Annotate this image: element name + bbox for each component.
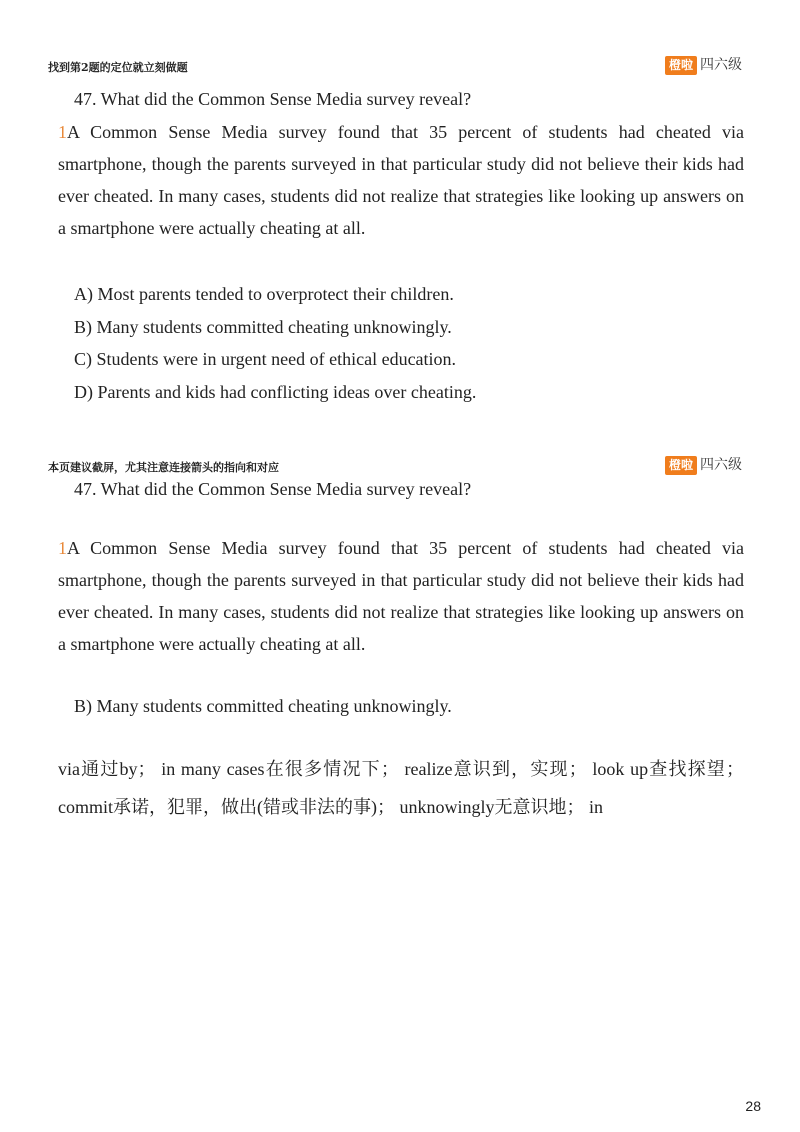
passage-text bbox=[58, 116, 744, 244]
question-text: 47. What did the Common Sense Media survey reveal? bbox=[74, 479, 472, 499]
page-header-top bbox=[48, 56, 742, 78]
study-hint: 找到第2题的定位就立刻做题 bbox=[48, 61, 188, 74]
brand-badge bbox=[665, 456, 742, 475]
vocabulary-notes: via通过by； in many cases在很多情况下； realize意识到，实现； look up查找探望； commit承诺，犯罪，做出(错或非法的事)； unknowingly无意识地； in bbox=[58, 759, 744, 817]
option-b: B) Many students committed cheating unknowingly. bbox=[74, 316, 452, 337]
passage-marker: 1 bbox=[58, 122, 67, 142]
correct-answer bbox=[58, 690, 744, 723]
page-number: 28 bbox=[745, 1098, 761, 1114]
brand-badge bbox=[665, 56, 742, 75]
passage-body: A Common Sense Media survey found that 35 percent of students had cheated via smartphone, though the parents surveyed in that particular study did not believe their kids had ever cheated. In many cases, students did not realize that strategies like looking up answers on a smartphone were actually cheating at all. bbox=[58, 538, 744, 654]
exam-level: 四六级 bbox=[700, 57, 742, 73]
question-block-full bbox=[58, 86, 744, 408]
question-text: 47. What did the Common Sense Media survey reveal? bbox=[74, 89, 472, 109]
question-block-answer bbox=[58, 476, 744, 723]
study-hint: 本页建议截屏，尤其注意连接箭头的指向和对应 bbox=[48, 461, 279, 474]
passage-body: A Common Sense Media survey found that 35 percent of students had cheated via smartphone, though the parents surveyed in that particular study did not believe their kids had ever cheated. In many cases, students did not realize that strategies like looking up answers on a smartphone were actually cheating at all. bbox=[58, 122, 744, 238]
brand-logo: 橙啦 bbox=[665, 56, 697, 75]
exam-level: 四六级 bbox=[700, 457, 742, 473]
brand-logo: 橙啦 bbox=[665, 456, 697, 475]
option-d: D) Parents and kids had conflicting ideas over cheating. bbox=[74, 381, 477, 402]
page-header-mid bbox=[48, 456, 742, 478]
option-b: B) Many students committed cheating unknowingly. bbox=[74, 696, 452, 716]
option-a: A) Most parents tended to overprotect their children. bbox=[74, 284, 454, 304]
passage-marker: 1 bbox=[58, 538, 67, 558]
passage-text bbox=[58, 532, 744, 660]
option-c: C) Students were in urgent need of ethical education. bbox=[74, 349, 457, 369]
answer-options bbox=[58, 278, 744, 408]
